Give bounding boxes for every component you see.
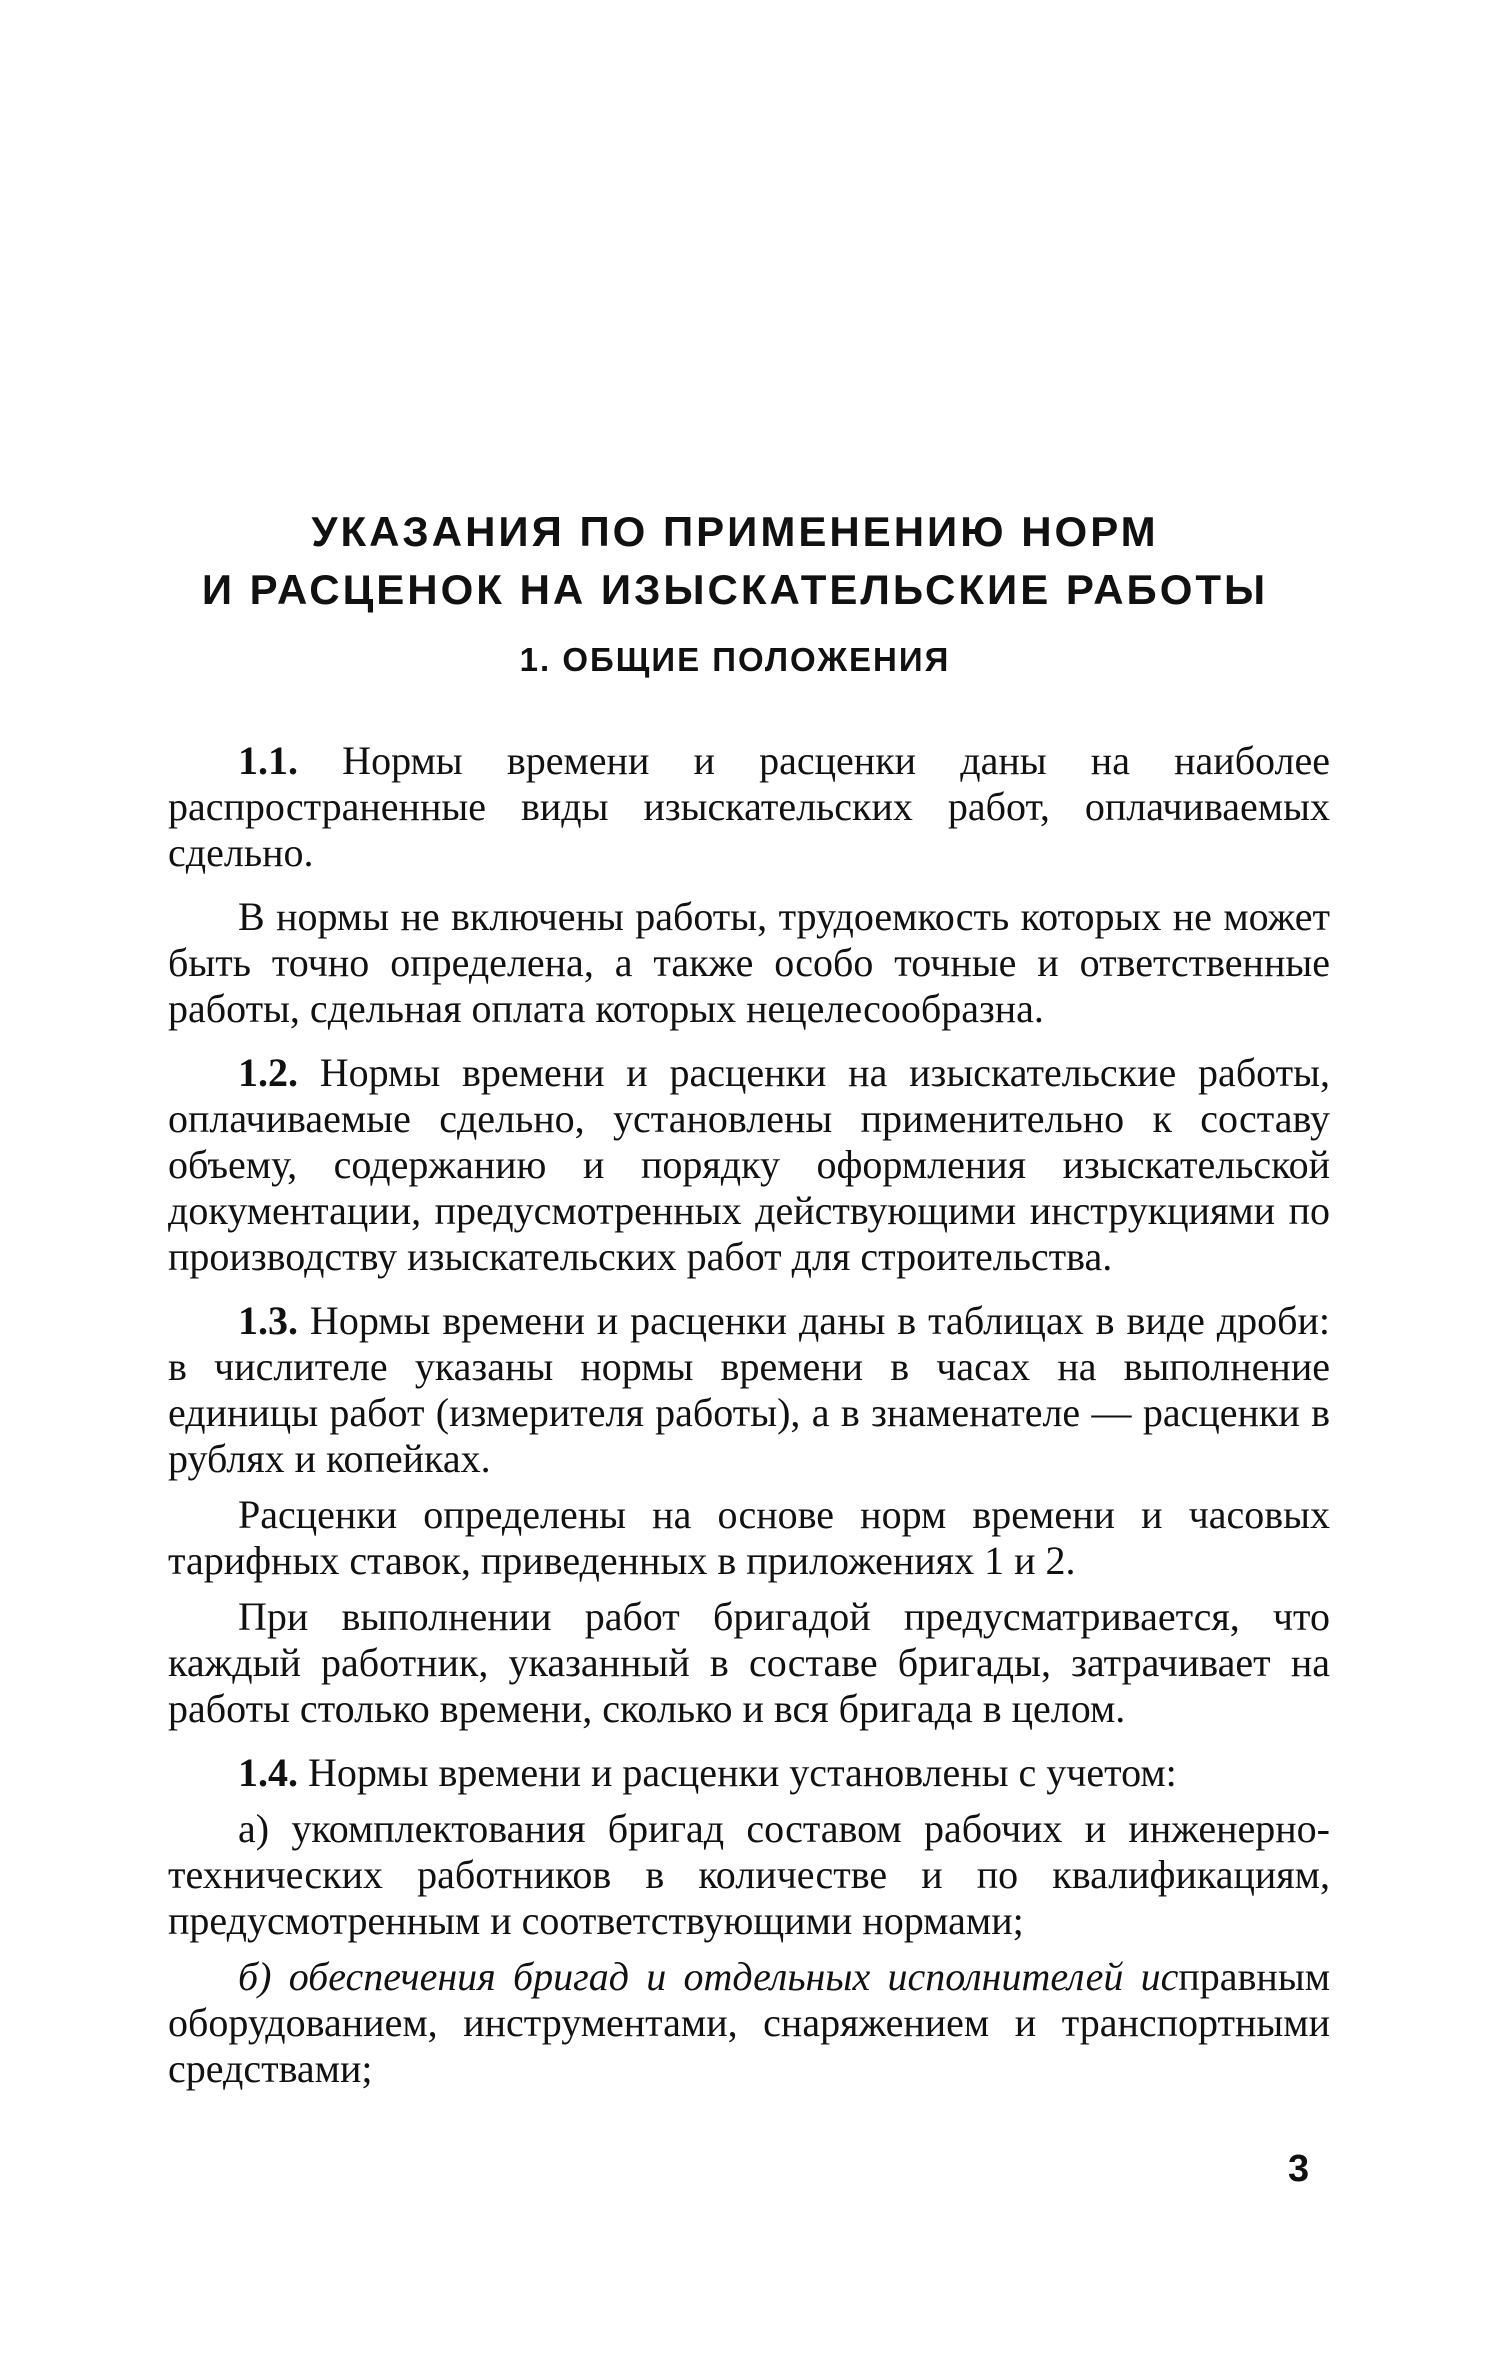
paragraph-1-2: [168, 1050, 1330, 1280]
paragraph-number: 1.3.: [238, 1298, 298, 1343]
paragraph-text: Нормы времени и расценки установлены с учетом:: [298, 1750, 1177, 1795]
section-heading: 1. ОБЩИЕ ПОЛОЖЕНИЯ: [519, 641, 951, 678]
title-line-1: УКАЗАНИЯ ПО ПРИМЕНЕНИЮ НОРМ: [311, 508, 1159, 555]
paragraph-1-3-cont-a: [168, 1492, 1330, 1584]
paragraph-text: Нормы времени и расценки даны в таблицах в виде дроби: в числителе указаны нормы времени в часах на выполнение единицы работ (измерителя работы), а в знаменателе — расценки в рублях и копейках.: [168, 1298, 1330, 1481]
paragraph-1-3-cont-b: [168, 1594, 1330, 1732]
paragraph-number: 1.4.: [238, 1750, 298, 1795]
paragraph-1-4: [168, 1750, 1330, 1796]
paragraph-1-4-item-b: [168, 1954, 1330, 2092]
paragraph-text: Нормы времени и расценки на изыскательские работы, оплачиваемые сдельно, установлены применительно к составу объему, содержанию и порядку оформления изыскательской документации, предусмотренных действующими инструкциями по производству изыскательских работ для строительства.: [168, 1050, 1330, 1279]
paragraph-1-3: [168, 1298, 1330, 1482]
paragraph-text: правным оборудованием, инструментами, снаряжением и транспортными средствами;: [168, 1954, 1330, 2091]
paragraph-1-1-cont: [168, 894, 1330, 1032]
paragraph-text: Расценки определены на основе норм времени и часовых тарифных ставок, приведенных в приложениях 1 и 2.: [168, 1492, 1330, 1583]
paragraph-lead: б) обеспечения бригад и отдельных исполнителей ис: [238, 1954, 1179, 1999]
paragraph-text: В нормы не включены работы, трудоемкость которых не может быть точно определена, а также особо точные и ответственные работы, сдельная оплата которых нецелесообразна.: [168, 894, 1330, 1031]
paragraph-text: а) укомплектования бригад составом рабочих и инженерно-технических работников в количестве и по квалификациям, предусмотренным и соответствующими нормами;: [168, 1806, 1330, 1943]
paragraph-text: При выполнении работ бригадой предусматривается, что каждый работник, указанный в составе бригады, затрачивает на работы столько времени, сколько и вся бригада в целом.: [168, 1594, 1330, 1731]
paragraph-1-4-item-a: [168, 1806, 1330, 1944]
paragraph-number: 1.2.: [238, 1050, 298, 1095]
document-body: [168, 738, 1330, 2110]
paragraph-text: Нормы времени и расценки даны на наиболее распространенные виды изыскательских работ, оплачиваемых сдельно.: [168, 738, 1330, 875]
paragraph-number: 1.1.: [238, 738, 298, 783]
page-number: 3: [1288, 2148, 1310, 2190]
title-line-2: И РАСЦЕНОК НА ИЗЫСКАТЕЛЬСКИЕ РАБОТЫ: [201, 566, 1269, 613]
paragraph-1-1: [168, 738, 1330, 876]
